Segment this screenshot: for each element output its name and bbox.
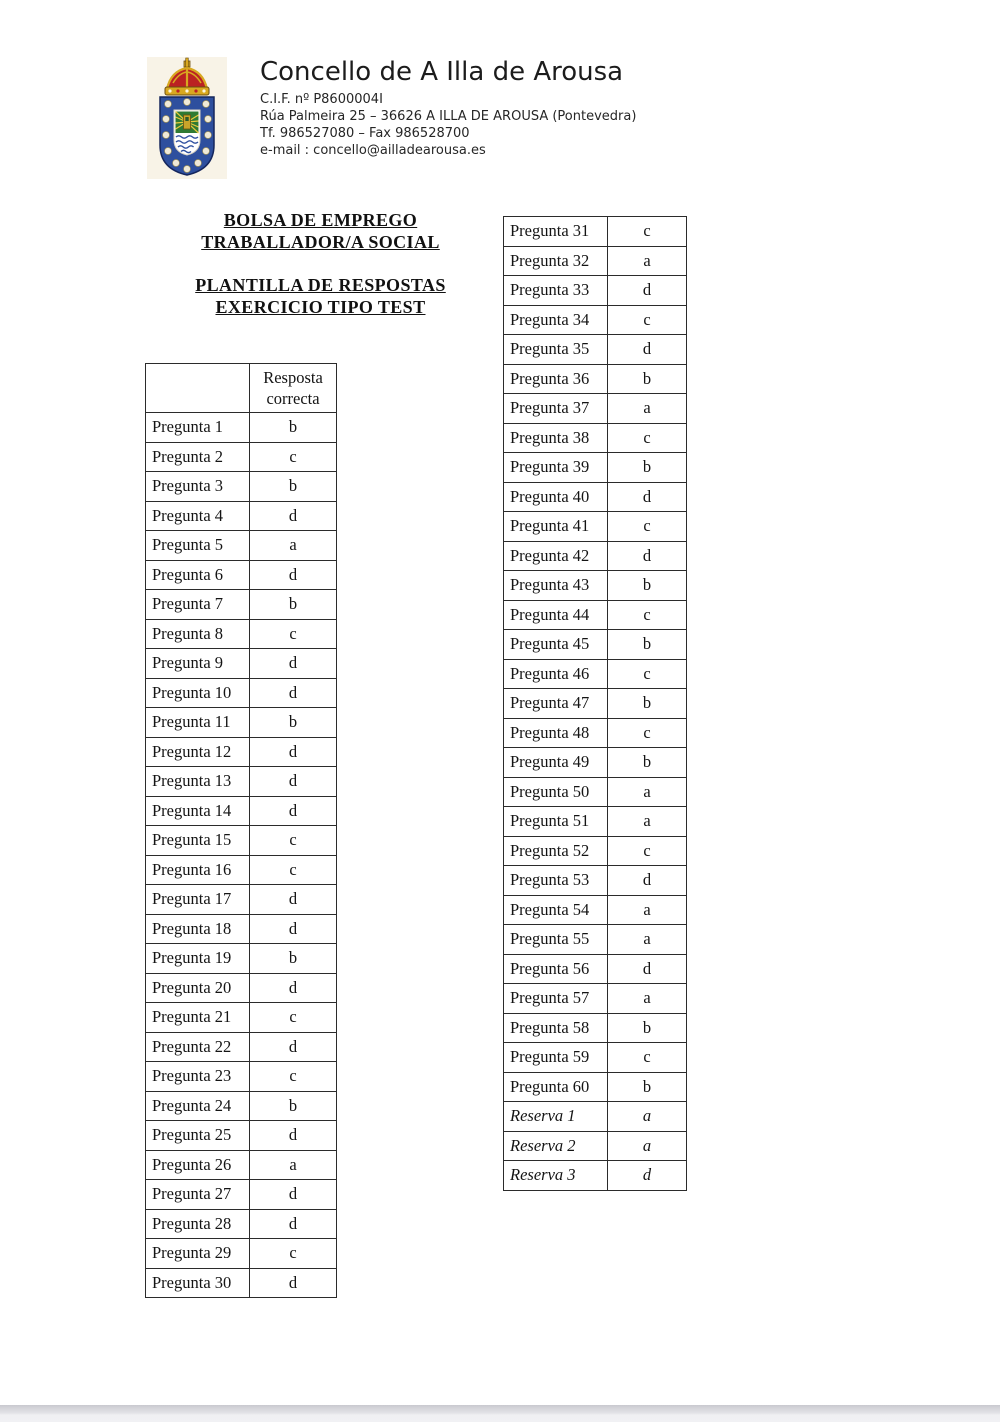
question-label: Pregunta 41 [504, 512, 608, 542]
cif-line: C.I.F. nº P8600004I [260, 92, 383, 107]
correct-answer-value: c [250, 1062, 337, 1092]
question-label: Pregunta 5 [146, 531, 250, 561]
question-label: Pregunta 19 [146, 944, 250, 974]
correct-answer-value: d [250, 737, 337, 767]
table-row [146, 1032, 337, 1062]
correct-answer-value: d [250, 1121, 337, 1151]
table-row [146, 619, 337, 649]
table-row [504, 246, 687, 276]
answers-table-31-60 [503, 216, 687, 1191]
correct-answer-value: d [250, 678, 337, 708]
title-group-plantilla [148, 274, 493, 318]
table-row [146, 796, 337, 826]
correct-answer-value: d [608, 866, 687, 896]
correct-answer-value: b [608, 1072, 687, 1102]
table-row [504, 630, 687, 660]
question-label: Pregunta 46 [504, 659, 608, 689]
shield [160, 97, 214, 175]
correct-answer-value: d [250, 501, 337, 531]
correct-answer-value: b [250, 1091, 337, 1121]
table-row [504, 748, 687, 778]
table-row [504, 305, 687, 335]
correct-answer-value: d [250, 1268, 337, 1298]
question-label: Pregunta 52 [504, 836, 608, 866]
question-label: Pregunta 55 [504, 925, 608, 955]
title-bolsa-line1: BOLSA DE EMPREGO [223, 210, 418, 230]
correct-answer-value: a [608, 895, 687, 925]
question-label: Pregunta 43 [504, 571, 608, 601]
title-bolsa-line2: TRABALLADOR/A SOCIAL [201, 232, 440, 252]
correct-answer-value: b [608, 453, 687, 483]
table-row [146, 1062, 337, 1092]
question-label: Pregunta 26 [146, 1150, 250, 1180]
table-row [504, 482, 687, 512]
correct-answer-value: a [608, 1102, 687, 1132]
correct-answer-value: d [250, 1180, 337, 1210]
correct-answer-value: a [608, 777, 687, 807]
question-label: Pregunta 40 [504, 482, 608, 512]
table-row [504, 453, 687, 483]
correct-answer-value: d [250, 973, 337, 1003]
table-row [504, 954, 687, 984]
table-row [146, 1121, 337, 1151]
table-row [146, 1180, 337, 1210]
question-label: Pregunta 51 [504, 807, 608, 837]
title-group-position [148, 209, 493, 253]
table-row [504, 364, 687, 394]
question-label: Pregunta 60 [504, 1072, 608, 1102]
question-label: Pregunta 44 [504, 600, 608, 630]
email-line: e-mail : concello@ailladearousa.es [260, 143, 486, 158]
question-label: Pregunta 14 [146, 796, 250, 826]
table-row [504, 866, 687, 896]
correct-answer-value: c [250, 619, 337, 649]
correct-answer-value: c [250, 442, 337, 472]
table-row [146, 973, 337, 1003]
table-row [504, 689, 687, 719]
question-label: Pregunta 53 [504, 866, 608, 896]
table-row [504, 1131, 687, 1161]
question-label: Pregunta 22 [146, 1032, 250, 1062]
table-row [146, 649, 337, 679]
document-titles [148, 209, 493, 339]
question-label: Pregunta 15 [146, 826, 250, 856]
table-row [146, 1239, 337, 1269]
correct-answer-value: c [608, 836, 687, 866]
correct-answer-value: b [608, 689, 687, 719]
table-row [504, 895, 687, 925]
correct-answer-value: a [608, 246, 687, 276]
question-label: Pregunta 3 [146, 472, 250, 502]
question-label: Pregunta 37 [504, 394, 608, 424]
table-row [504, 600, 687, 630]
correct-answer-value: d [250, 560, 337, 590]
table-row [504, 984, 687, 1014]
correct-answer-value: b [250, 944, 337, 974]
table-row [146, 914, 337, 944]
correct-answer-value: d [250, 914, 337, 944]
question-label: Pregunta 7 [146, 590, 250, 620]
table-row [504, 925, 687, 955]
table-row [146, 708, 337, 738]
table-row [146, 678, 337, 708]
table-row [504, 217, 687, 247]
correct-answer-value: b [250, 413, 337, 443]
table-row [146, 1091, 337, 1121]
table-row [146, 885, 337, 915]
question-label: Pregunta 8 [146, 619, 250, 649]
correct-answer-value: a [250, 531, 337, 561]
question-label: Pregunta 48 [504, 718, 608, 748]
correct-answer-value: d [250, 1209, 337, 1239]
table-row [504, 335, 687, 365]
question-label: Pregunta 56 [504, 954, 608, 984]
table-row [504, 541, 687, 571]
correct-answer-value: d [250, 649, 337, 679]
correct-answer-value: c [250, 855, 337, 885]
table-row [504, 718, 687, 748]
table-row [146, 1003, 337, 1033]
correct-answer-value: a [608, 984, 687, 1014]
question-label: Pregunta 13 [146, 767, 250, 797]
title-plantilla-line1: PLANTILLA DE RESPOSTAS [195, 275, 446, 295]
question-label: Pregunta 1 [146, 413, 250, 443]
question-label: Pregunta 45 [504, 630, 608, 660]
correct-answer-value: d [608, 335, 687, 365]
question-label: Pregunta 20 [146, 973, 250, 1003]
correct-answer-value: d [250, 885, 337, 915]
correct-answer-value: c [608, 217, 687, 247]
table-row [146, 501, 337, 531]
inner-shield [174, 110, 200, 155]
question-label: Pregunta 24 [146, 1091, 250, 1121]
table-row [146, 767, 337, 797]
question-label: Pregunta 23 [146, 1062, 250, 1092]
correct-answer-value: b [608, 364, 687, 394]
correct-answer-value: c [250, 1003, 337, 1033]
question-label: Pregunta 16 [146, 855, 250, 885]
question-label: Pregunta 11 [146, 708, 250, 738]
table-row [504, 836, 687, 866]
question-label: Pregunta 2 [146, 442, 250, 472]
table-row [504, 1072, 687, 1102]
resposta-correcta-header: Resposta correcta [250, 364, 337, 413]
correct-answer-value: b [250, 590, 337, 620]
correct-answer-value: c [250, 1239, 337, 1269]
correct-answer-value: d [250, 767, 337, 797]
correct-answer-value: a [608, 1131, 687, 1161]
question-label: Pregunta 21 [146, 1003, 250, 1033]
table-row [504, 1102, 687, 1132]
correct-answer-value: c [608, 659, 687, 689]
letterhead [260, 57, 636, 159]
table-row [146, 531, 337, 561]
correct-answer-value: a [608, 807, 687, 837]
table-row [504, 394, 687, 424]
table-row [504, 807, 687, 837]
table-row [504, 1013, 687, 1043]
question-label: Pregunta 36 [504, 364, 608, 394]
question-label: Pregunta 12 [146, 737, 250, 767]
table-row [146, 560, 337, 590]
table-row [504, 276, 687, 306]
question-label: Pregunta 32 [504, 246, 608, 276]
question-label: Pregunta 35 [504, 335, 608, 365]
table-row [146, 1150, 337, 1180]
table-row [146, 1268, 337, 1298]
question-label: Pregunta 58 [504, 1013, 608, 1043]
table-row [146, 826, 337, 856]
table-row [146, 944, 337, 974]
address-line: Rúa Palmeira 25 – 36626 A ILLA DE AROUSA (Pontevedra) [260, 109, 637, 124]
table-row [504, 777, 687, 807]
question-label: Pregunta 29 [146, 1239, 250, 1269]
question-label: Pregunta 47 [504, 689, 608, 719]
correct-answer-value: d [608, 1161, 687, 1191]
question-label: Pregunta 39 [504, 453, 608, 483]
correct-answer-value: a [250, 1150, 337, 1180]
correct-answer-value: d [608, 482, 687, 512]
correct-answer-value: b [608, 630, 687, 660]
question-label: Pregunta 59 [504, 1043, 608, 1073]
table-row [146, 1209, 337, 1239]
table-row [504, 512, 687, 542]
correct-answer-value: c [608, 512, 687, 542]
question-label: Pregunta 28 [146, 1209, 250, 1239]
correct-answer-value: a [608, 394, 687, 424]
answers-rows-31-60 [504, 217, 687, 1191]
correct-answer-value: a [608, 925, 687, 955]
correct-answer-value: c [250, 826, 337, 856]
correct-answer-value: b [250, 472, 337, 502]
correct-answer-value: d [608, 954, 687, 984]
correct-answer-value: d [250, 1032, 337, 1062]
municipality-coat-of-arms-icon [147, 57, 227, 179]
question-label: Pregunta 4 [146, 501, 250, 531]
correct-answer-value: c [608, 1043, 687, 1073]
question-label: Pregunta 30 [146, 1268, 250, 1298]
coat-of-arms-svg [147, 57, 227, 179]
question-label: Pregunta 27 [146, 1180, 250, 1210]
question-label: Pregunta 18 [146, 914, 250, 944]
correct-answer-value: c [608, 423, 687, 453]
question-label: Reserva 1 [504, 1102, 608, 1132]
question-label: Pregunta 34 [504, 305, 608, 335]
correct-answer-value: d [608, 276, 687, 306]
question-label: Pregunta 49 [504, 748, 608, 778]
table-row [504, 1161, 687, 1191]
correct-answer-value: c [608, 718, 687, 748]
correct-answer-value: b [608, 748, 687, 778]
table-row [146, 737, 337, 767]
correct-answer-value: b [608, 1013, 687, 1043]
table-row [146, 590, 337, 620]
phone-fax-line: Tf. 986527080 – Fax 986528700 [260, 126, 470, 141]
question-label: Pregunta 10 [146, 678, 250, 708]
answers-rows-1-30 [146, 413, 337, 1298]
question-label: Pregunta 25 [146, 1121, 250, 1151]
correct-answer-value: c [608, 305, 687, 335]
page-bottom-edge [0, 1405, 1000, 1422]
question-label: Pregunta 57 [504, 984, 608, 1014]
question-label: Pregunta 42 [504, 541, 608, 571]
organization-name: Concello de A Illa de Arousa [260, 57, 624, 87]
question-label: Pregunta 33 [504, 276, 608, 306]
correct-answer-value: b [250, 708, 337, 738]
question-label: Pregunta 50 [504, 777, 608, 807]
correct-answer-value: d [250, 796, 337, 826]
question-label: Pregunta 17 [146, 885, 250, 915]
table-row [146, 855, 337, 885]
answers-table-1-30 [145, 363, 337, 1298]
table-row [504, 571, 687, 601]
question-label: Pregunta 9 [146, 649, 250, 679]
table-row [146, 472, 337, 502]
empty-corner-cell [146, 364, 250, 413]
correct-answer-value: b [608, 571, 687, 601]
question-label: Reserva 3 [504, 1161, 608, 1191]
question-label: Pregunta 31 [504, 217, 608, 247]
question-label: Pregunta 54 [504, 895, 608, 925]
table-row [504, 1043, 687, 1073]
title-plantilla-line2: EXERCICIO TIPO TEST [215, 297, 426, 317]
correct-answer-value: d [608, 541, 687, 571]
header-row [146, 364, 337, 413]
correct-answer-value: c [608, 600, 687, 630]
question-label: Pregunta 6 [146, 560, 250, 590]
table-row [146, 442, 337, 472]
answers-table-header [146, 364, 337, 413]
question-label: Pregunta 38 [504, 423, 608, 453]
table-row [146, 413, 337, 443]
question-label: Reserva 2 [504, 1131, 608, 1161]
table-row [504, 659, 687, 689]
table-row [504, 423, 687, 453]
